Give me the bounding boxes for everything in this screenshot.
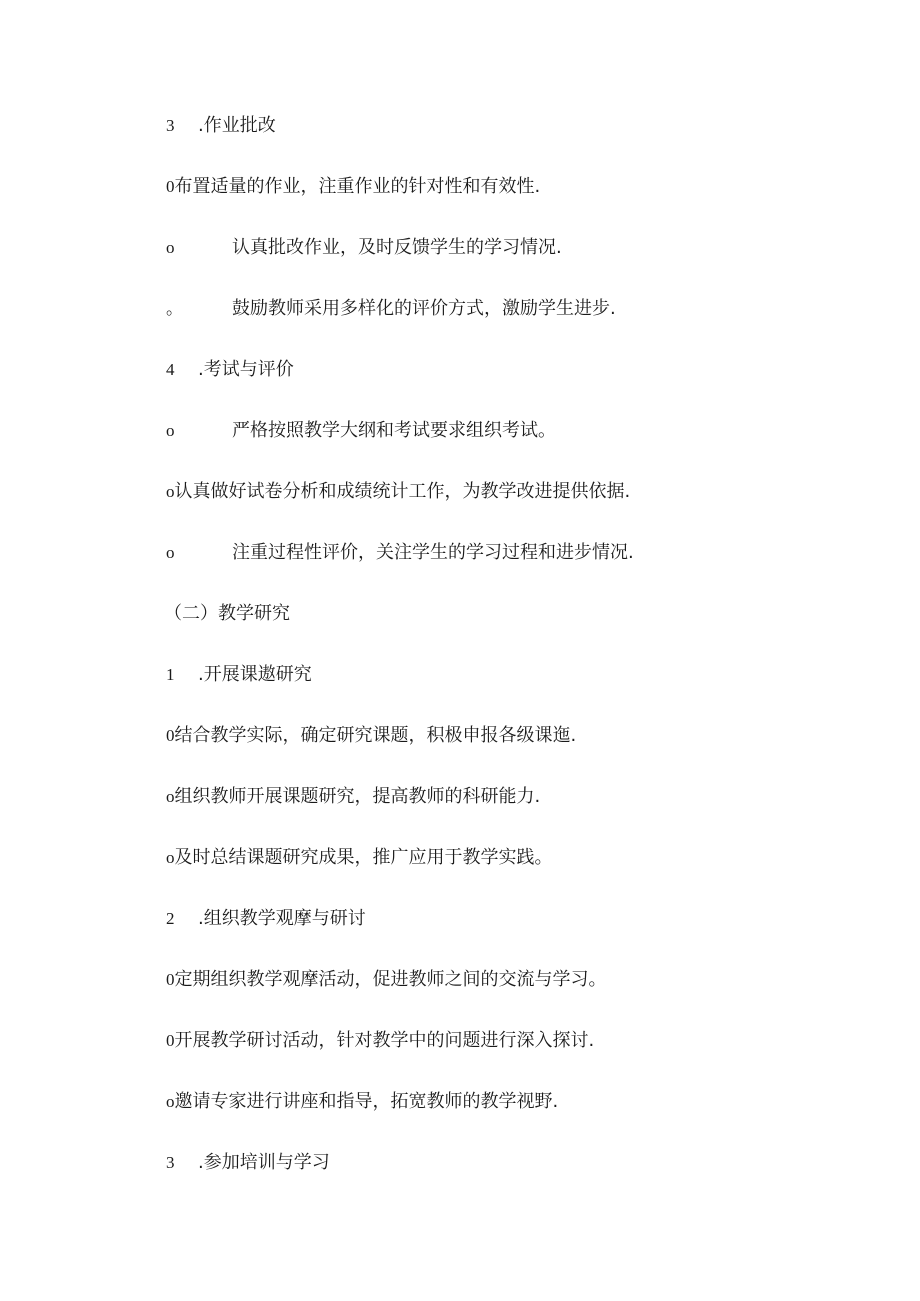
heading-text: .组织教学观摩与研讨 [198, 908, 366, 929]
section-heading-text: （二）教学研究 [164, 603, 290, 624]
list-item [166, 965, 607, 995]
item-number: 3 [166, 1153, 175, 1172]
heading-text: .开展课遨研究 [198, 664, 312, 685]
bullet-marker: 0 [166, 177, 175, 196]
subheading-training-learning [166, 1148, 330, 1178]
list-item-text: 定期组织教学观摩活动，促进教师之间的交流与学习。 [174, 969, 607, 990]
heading-text: .参加培训与学习 [198, 1152, 330, 1173]
bullet-marker: o [166, 482, 175, 501]
bullet-marker: 0 [166, 726, 175, 745]
item-number: 2 [166, 909, 175, 928]
list-item-text: 及时总结课题研究成果，推广应用于教学实践。 [174, 847, 553, 868]
list-item-text: 注重过程性评价，关注学生的学习过程和进步情况. [232, 542, 634, 563]
list-item [166, 721, 576, 751]
list-item [166, 477, 630, 507]
list-item-text: 开展教学研讨活动，针对教学中的问题进行深入探讨. [174, 1030, 595, 1051]
bullet-marker: o [166, 1092, 175, 1111]
subheading-exam-evaluation [166, 355, 294, 385]
list-item [166, 294, 616, 324]
subheading-research-projects [166, 660, 312, 690]
list-item [166, 233, 562, 263]
heading-text: .作业批改 [198, 115, 276, 136]
bullet-marker: 。 [166, 299, 183, 318]
item-number: 4 [166, 360, 175, 379]
list-item-text: 严格按照教学大纲和考试要求组织考试。 [232, 420, 556, 441]
section-heading-teaching-research [164, 599, 290, 629]
list-item-text: 布置适量的作业，注重作业的针对性和有效性. [174, 176, 541, 197]
subheading-homework-correction [166, 111, 276, 141]
list-item-text: 邀请专家进行讲座和指导，拓宽教师的教学视野. [174, 1091, 559, 1112]
list-item [166, 1087, 558, 1117]
subheading-observation-discussion [166, 904, 366, 934]
list-item [166, 538, 634, 568]
list-item-text: 组织教师开展课题研究，提高教师的科研能力. [174, 786, 541, 807]
bullet-marker: o [166, 848, 175, 867]
heading-text: .考试与评价 [198, 359, 294, 380]
bullet-marker: o [166, 238, 175, 257]
list-item [166, 172, 540, 202]
bullet-marker: o [166, 543, 175, 562]
list-item-text: 认真批改作业，及时反馈学生的学习情况. [232, 237, 562, 258]
list-item [166, 843, 553, 873]
list-item-text: 认真做好试卷分析和成绩统计工作，为教学改进提供依据. [174, 481, 631, 502]
list-item-text: 结合教学实际，确定研究课题，积极申报各级课迤. [174, 725, 577, 746]
bullet-marker: 0 [166, 970, 175, 989]
list-item [166, 782, 540, 812]
list-item [166, 1026, 594, 1056]
bullet-marker: o [166, 787, 175, 806]
list-item-text: 鼓励教师采用多样化的评价方式，激励学生进步. [232, 298, 616, 319]
item-number: 3 [166, 116, 175, 135]
item-number: 1 [166, 665, 175, 684]
bullet-marker: 0 [166, 1031, 175, 1050]
bullet-marker: o [166, 421, 175, 440]
list-item [166, 416, 556, 446]
